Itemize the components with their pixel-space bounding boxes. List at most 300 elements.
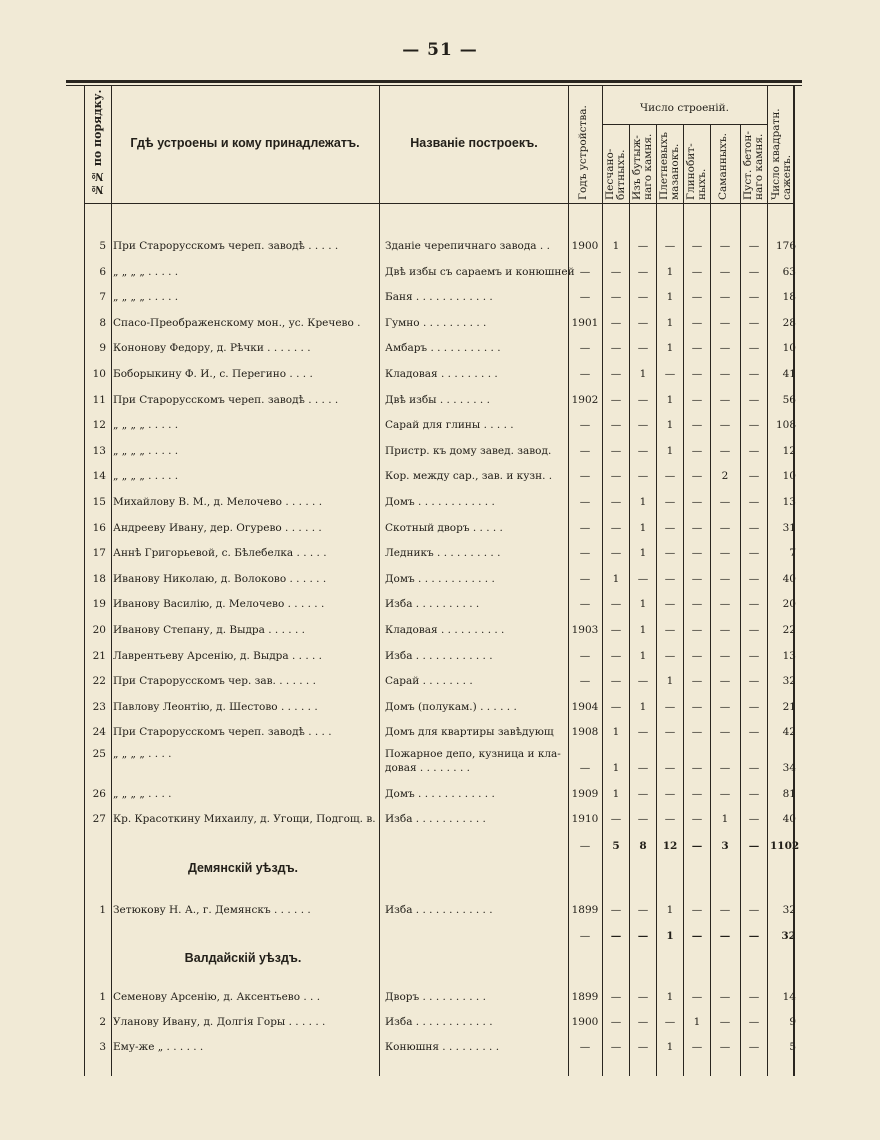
row-building: Конюшня . . . . . . . . .: [385, 1041, 500, 1053]
row-number: 26: [92, 788, 106, 800]
row-count-0: 1: [612, 726, 620, 739]
row-number: 10: [92, 368, 106, 380]
row-count-4: —: [719, 598, 731, 611]
table-row: [0, 1041, 880, 1063]
row-building: Изба . . . . . . . . . . . .: [385, 649, 493, 662]
row-year: 1910: [571, 813, 599, 825]
row-year: 1909: [571, 788, 599, 800]
row-number: 14: [92, 470, 106, 483]
row-building: Амбаръ . . . . . . . . . . .: [385, 342, 501, 355]
row-year: —: [579, 840, 591, 852]
row-year: —: [579, 649, 591, 662]
row-count-4: —: [719, 1041, 731, 1053]
row-count-4: 1: [721, 813, 729, 825]
row-count-3: —: [691, 368, 703, 380]
row-count-5: —: [748, 813, 760, 825]
row-owner: При Старорусскомъ череп. заводѣ . . . . .: [113, 240, 339, 252]
row-count-1: —: [637, 470, 649, 483]
row-year: —: [579, 547, 591, 560]
row-count-1: —: [637, 419, 649, 432]
row-area: 7: [789, 547, 796, 560]
row-count-2: 1: [666, 444, 674, 457]
row-building: Изба . . . . . . . . . . . .: [385, 904, 493, 916]
row-count-3: —: [691, 342, 703, 355]
row-count-0: —: [610, 316, 622, 329]
row-number: 27: [92, 813, 106, 825]
row-number: 6: [99, 265, 106, 278]
row-count-1: —: [637, 904, 649, 916]
row-year: —: [579, 572, 591, 585]
row-count-0: —: [610, 547, 622, 560]
row-count-0: —: [610, 291, 622, 304]
table-row: [0, 419, 880, 441]
row-count-2: 1: [666, 316, 674, 329]
row-count-0: —: [610, 1041, 622, 1053]
row-count-2: 1: [666, 342, 674, 355]
table-row: [0, 788, 880, 810]
row-count-5: —: [748, 419, 760, 432]
row-count-3: —: [691, 470, 703, 483]
row-building: Дворъ . . . . . . . . . .: [385, 991, 486, 1003]
table-row: [0, 394, 880, 416]
row-area: 28: [782, 316, 796, 329]
row-count-4: 2: [721, 470, 729, 483]
row-count-4: —: [719, 291, 731, 304]
row-number: 2: [99, 1016, 106, 1028]
row-count-5: —: [748, 470, 760, 483]
table-row: [0, 1016, 880, 1038]
table-row: [0, 496, 880, 518]
row-count-3: —: [691, 991, 703, 1003]
row-count-2: —: [664, 598, 676, 611]
row-number: 12: [92, 419, 106, 432]
row-building: Изба . . . . . . . . . . .: [385, 813, 486, 825]
header-sub-1: Изъ бутыж- наго камня.: [631, 133, 654, 200]
row-building: Домъ . . . . . . . . . . . .: [385, 572, 495, 585]
row-number: 1: [99, 904, 106, 916]
row-building: Ледникъ . . . . . . . . . .: [385, 547, 501, 560]
row-count-3: 1: [693, 1016, 701, 1028]
row-year: 1900: [571, 240, 599, 252]
row-count-1: —: [637, 265, 649, 278]
section-title-valdai: Валдайскій уѣздъ.: [184, 951, 302, 965]
row-count-5: —: [748, 598, 760, 611]
row-count-0: 1: [612, 240, 620, 252]
row-count-0: —: [610, 393, 622, 406]
row-year: —: [579, 444, 591, 457]
row-count-5: —: [748, 904, 760, 916]
top-rule: [66, 80, 802, 83]
row-number: 5: [99, 240, 106, 252]
row-owner: „ „ „ „ . . . . .: [113, 470, 179, 483]
row-count-0: —: [610, 444, 622, 457]
row-building: Баня . . . . . . . . . . . .: [385, 291, 493, 304]
row-year: —: [579, 419, 591, 432]
row-count-5: —: [748, 840, 760, 852]
row-count-4: —: [719, 316, 731, 329]
row-count-4: —: [719, 788, 731, 800]
row-count-5: —: [748, 265, 760, 278]
row-count-3: —: [691, 813, 703, 825]
total-row: [0, 930, 880, 952]
table-row: [0, 748, 880, 774]
row-owner: Михайлову В. М., д. Мелочево . . . . . .: [113, 496, 323, 508]
row-count-1: 1: [639, 547, 647, 560]
row-year: —: [579, 675, 591, 688]
row-owner: „ „ „ „ . . . . .: [113, 444, 179, 457]
row-number: 21: [92, 649, 106, 662]
row-count-1: —: [637, 572, 649, 585]
row-count-5: —: [748, 1016, 760, 1028]
row-area: 21: [782, 700, 796, 713]
row-building: Изба . . . . . . . . . .: [385, 598, 480, 611]
row-building: Сарай . . . . . . . .: [385, 675, 473, 688]
row-year: —: [579, 368, 591, 380]
row-count-1: 1: [639, 649, 647, 662]
row-area: 108: [775, 419, 796, 432]
row-count-0: —: [610, 521, 622, 534]
row-year: 1908: [571, 726, 599, 739]
row-count-1: —: [637, 991, 649, 1003]
table-row: [0, 813, 880, 835]
row-count-2: —: [664, 521, 676, 534]
row-count-1: —: [637, 291, 649, 304]
row-owner: Кр. Красоткину Михаилу, д. Угощи, Подгощ. в.: [113, 813, 376, 825]
page-number: — 51 —: [402, 40, 478, 60]
header-count-group: Число строеній.: [640, 102, 729, 114]
row-building: Домъ для квартиры завѣдующ: [385, 726, 554, 739]
row-count-0: —: [610, 904, 622, 916]
row-count-1: 1: [639, 624, 647, 636]
row-year: 1899: [571, 991, 599, 1003]
row-number: 22: [92, 675, 106, 688]
row-owner: Андрееву Ивану, дер. Огурево . . . . . .: [113, 521, 322, 534]
row-number: 13: [92, 444, 106, 457]
group-header-rule: [602, 124, 767, 125]
row-count-3: —: [691, 700, 703, 713]
row-count-0: —: [610, 624, 622, 636]
row-count-4: —: [719, 904, 731, 916]
row-count-1: —: [637, 1016, 649, 1028]
row-number: 20: [92, 624, 106, 636]
row-count-4: —: [719, 393, 731, 406]
row-count-3: —: [691, 444, 703, 457]
row-count-2: —: [664, 368, 676, 380]
row-count-1: —: [637, 788, 649, 800]
row-count-2: 1: [666, 291, 674, 304]
row-number: 9: [99, 342, 106, 355]
row-count-3: —: [691, 291, 703, 304]
row-owner: Зетюкову Н. А., г. Демянскъ . . . . . .: [113, 904, 311, 916]
row-count-4: —: [719, 762, 731, 774]
row-count-1: —: [637, 316, 649, 329]
row-count-3: —: [691, 572, 703, 585]
table-row: [0, 598, 880, 620]
row-area: 10: [782, 342, 796, 355]
row-count-4: —: [719, 521, 731, 534]
row-building: Двѣ избы . . . . . . . .: [385, 393, 490, 406]
table-row: [0, 368, 880, 390]
row-owner: Кононову Федору, д. Рѣчки . . . . . . .: [113, 342, 311, 355]
row-count-4: —: [719, 624, 731, 636]
table-row: [0, 342, 880, 364]
row-count-5: —: [748, 291, 760, 304]
row-count-4: —: [719, 991, 731, 1003]
row-count-0: —: [610, 700, 622, 713]
header-num: №№ по порядку.: [91, 89, 104, 196]
row-count-4: —: [719, 265, 731, 278]
row-count-1: —: [637, 393, 649, 406]
row-count-3: —: [691, 904, 703, 916]
row-owner: „ „ „ „ . . . .: [113, 788, 172, 800]
row-count-3: —: [691, 240, 703, 252]
row-area: 32: [782, 904, 796, 916]
row-count-5: —: [748, 1041, 760, 1053]
row-count-4: —: [719, 240, 731, 252]
row-count-5: —: [748, 368, 760, 380]
row-area: 13: [782, 496, 796, 508]
row-count-0: 5: [612, 840, 620, 852]
row-count-3: —: [691, 547, 703, 560]
row-count-3: —: [691, 762, 703, 774]
row-count-3: —: [691, 598, 703, 611]
row-area: 56: [782, 393, 796, 406]
row-number: 17: [92, 547, 106, 560]
row-owner: Лаврентьеву Арсенію, д. Выдра . . . . .: [113, 649, 323, 662]
row-area: 5: [789, 1041, 796, 1053]
row-number: 7: [99, 291, 106, 304]
row-count-2: —: [664, 547, 676, 560]
row-count-2: —: [664, 726, 676, 739]
row-count-2: —: [664, 788, 676, 800]
row-count-2: 1: [666, 1041, 674, 1053]
row-area: 9: [789, 1016, 796, 1028]
row-area: 14: [782, 991, 796, 1003]
row-count-5: —: [748, 240, 760, 252]
row-count-4: —: [719, 649, 731, 662]
row-area: 10: [782, 470, 796, 483]
row-count-2: 1: [666, 265, 674, 278]
row-area: 40: [782, 572, 796, 585]
row-count-3: —: [691, 496, 703, 508]
row-number: 8: [99, 316, 106, 329]
row-number: 25: [92, 748, 106, 760]
row-area: 63: [782, 265, 796, 278]
row-building: Кладовая . . . . . . . . .: [385, 368, 498, 380]
total-row: [0, 840, 880, 862]
row-count-3: —: [691, 840, 703, 852]
row-count-1: —: [637, 240, 649, 252]
row-count-0: —: [610, 496, 622, 508]
table-row: [0, 240, 880, 262]
row-area: 40: [782, 813, 796, 825]
row-count-4: —: [719, 342, 731, 355]
row-building: Кор. между сар., зав. и кузн. .: [385, 470, 553, 483]
row-owner: Уланову Ивану, д. Долгія Горы . . . . . .: [113, 1016, 326, 1028]
row-owner: Спасо-Преображенскому мон., ус. Кречево .: [113, 316, 361, 329]
row-area: 18: [782, 291, 796, 304]
row-count-4: —: [719, 444, 731, 457]
row-count-0: —: [610, 342, 622, 355]
top-rule-thin: [66, 85, 802, 86]
row-count-3: —: [691, 624, 703, 636]
header-bottom-rule: [84, 203, 794, 204]
row-owner: Ему-же „ . . . . . .: [113, 1041, 204, 1053]
row-count-2: —: [664, 470, 676, 483]
row-count-3: —: [691, 675, 703, 688]
row-owner: „ „ „ „ . . . . .: [113, 419, 179, 432]
row-owner: „ „ „ „ . . . . .: [113, 265, 179, 278]
header-sub-4: Саманныхъ.: [717, 132, 729, 200]
row-area: 32: [781, 930, 796, 942]
row-building-cont: довая . . . . . . . .: [385, 762, 470, 774]
row-building: Кладовая . . . . . . . . . .: [385, 624, 505, 636]
row-count-0: —: [610, 1016, 622, 1028]
table-row: [0, 650, 880, 672]
row-count-4: —: [719, 368, 731, 380]
row-count-3: —: [691, 788, 703, 800]
header-sub-0: Песчано- битныхъ.: [604, 148, 627, 200]
row-area: 41: [782, 368, 796, 380]
row-number: 16: [92, 521, 106, 534]
row-count-0: —: [610, 265, 622, 278]
row-year: —: [579, 496, 591, 508]
table-row: [0, 701, 880, 723]
row-count-2: —: [664, 649, 676, 662]
row-building: Домъ . . . . . . . . . . . .: [385, 788, 495, 800]
row-count-4: —: [719, 419, 731, 432]
row-count-5: —: [748, 762, 760, 774]
row-owner: „ „ „ „ . . . .: [113, 748, 172, 760]
header-year: Годъ устройства.: [577, 105, 589, 200]
header-sub-3: Глинобит- ныхъ.: [685, 143, 708, 200]
row-area: 13: [782, 649, 796, 662]
row-area: 1102: [770, 840, 800, 852]
header-sub-5: Пуст. бетон- наго камня.: [742, 131, 765, 200]
row-count-3: —: [691, 726, 703, 739]
row-count-2: 1: [666, 904, 674, 916]
table-row: [0, 445, 880, 467]
row-year: —: [579, 762, 591, 774]
row-year: —: [579, 1041, 591, 1053]
row-count-2: 1: [666, 419, 674, 432]
row-count-1: 1: [639, 598, 647, 611]
header-building: Названіе построекъ.: [410, 136, 538, 150]
row-number: 3: [99, 1041, 106, 1053]
row-count-4: —: [719, 496, 731, 508]
row-count-0: 1: [612, 788, 620, 800]
row-count-1: —: [637, 444, 649, 457]
row-owner: При Старорусскомъ череп. заводѣ . . . .: [113, 726, 332, 739]
row-year: —: [579, 265, 591, 278]
table-row: [0, 266, 880, 288]
row-count-1: 8: [639, 840, 647, 852]
row-count-5: —: [748, 675, 760, 688]
row-count-3: —: [691, 393, 703, 406]
row-owner: Аннѣ Григорьевой, с. Бѣлебелка . . . . .: [113, 547, 327, 560]
table-row: [0, 675, 880, 697]
row-count-1: —: [637, 342, 649, 355]
row-owner: Иванову Николаю, д. Волоково . . . . . .: [113, 572, 327, 585]
row-count-4: —: [719, 726, 731, 739]
row-owner: Боборыкину Ф. И., с. Перегино . . . .: [113, 368, 313, 380]
row-count-5: —: [748, 393, 760, 406]
row-count-3: —: [691, 265, 703, 278]
row-count-4: —: [719, 675, 731, 688]
row-area: 81: [782, 788, 796, 800]
row-count-1: 1: [639, 700, 647, 713]
row-count-2: 12: [662, 840, 678, 852]
row-number: 11: [92, 393, 106, 406]
row-count-1: 1: [639, 368, 647, 380]
row-count-2: —: [664, 624, 676, 636]
row-area: 20: [782, 598, 796, 611]
row-building: Зданіе черепичнаго завода . .: [385, 240, 550, 252]
row-area: 12: [782, 444, 796, 457]
row-count-2: —: [664, 572, 676, 585]
table-row: [0, 904, 880, 926]
row-count-2: 1: [666, 930, 674, 942]
row-building: Двѣ избы съ сараемъ и конюшней: [385, 265, 575, 278]
row-count-3: —: [691, 521, 703, 534]
row-count-0: 1: [612, 762, 620, 774]
row-count-3: —: [691, 316, 703, 329]
row-owner: Иванову Василію, д. Мелочево . . . . . .: [113, 598, 325, 611]
row-count-3: —: [691, 419, 703, 432]
row-year: 1904: [571, 700, 599, 713]
row-year: —: [579, 521, 591, 534]
table-row: [0, 470, 880, 492]
row-building: Пристр. къ дому завед. завод.: [385, 444, 552, 457]
row-building: Скотный дворъ . . . . .: [385, 521, 503, 534]
row-count-0: —: [610, 991, 622, 1003]
row-year: —: [579, 470, 591, 483]
table-row: [0, 991, 880, 1013]
section-title-demyansk: Демянскій уѣздъ.: [187, 861, 299, 875]
row-count-3: —: [691, 649, 703, 662]
row-count-1: —: [637, 762, 649, 774]
row-count-3: —: [691, 930, 703, 942]
row-count-2: 1: [666, 675, 674, 688]
row-count-4: —: [719, 930, 731, 942]
row-count-4: —: [719, 547, 731, 560]
row-count-4: —: [719, 700, 731, 713]
row-count-5: —: [748, 444, 760, 457]
row-year: 1899: [571, 904, 599, 916]
row-count-2: —: [664, 240, 676, 252]
row-building: Домъ . . . . . . . . . . . .: [385, 496, 495, 508]
row-count-1: —: [637, 813, 649, 825]
row-owner: При Старорусскомъ чер. зав. . . . . . .: [113, 675, 316, 688]
row-count-5: —: [748, 316, 760, 329]
row-count-1: 1: [639, 496, 647, 508]
table-row: [0, 726, 880, 748]
row-count-2: 1: [666, 393, 674, 406]
row-owner: „ „ „ „ . . . . .: [113, 291, 179, 304]
table-row: [0, 624, 880, 646]
row-building: Домъ (полукам.) . . . . . .: [385, 700, 517, 713]
row-count-1: —: [637, 930, 649, 942]
row-area: 34: [782, 762, 796, 774]
row-count-0: —: [610, 470, 622, 483]
row-count-0: —: [610, 813, 622, 825]
header-sub-2: Плетневыхъ мазанокъ.: [658, 132, 681, 200]
row-number: 24: [92, 726, 106, 739]
row-count-0: —: [610, 368, 622, 380]
row-count-2: —: [664, 700, 676, 713]
row-year: 1901: [571, 316, 599, 329]
row-count-0: —: [610, 649, 622, 662]
